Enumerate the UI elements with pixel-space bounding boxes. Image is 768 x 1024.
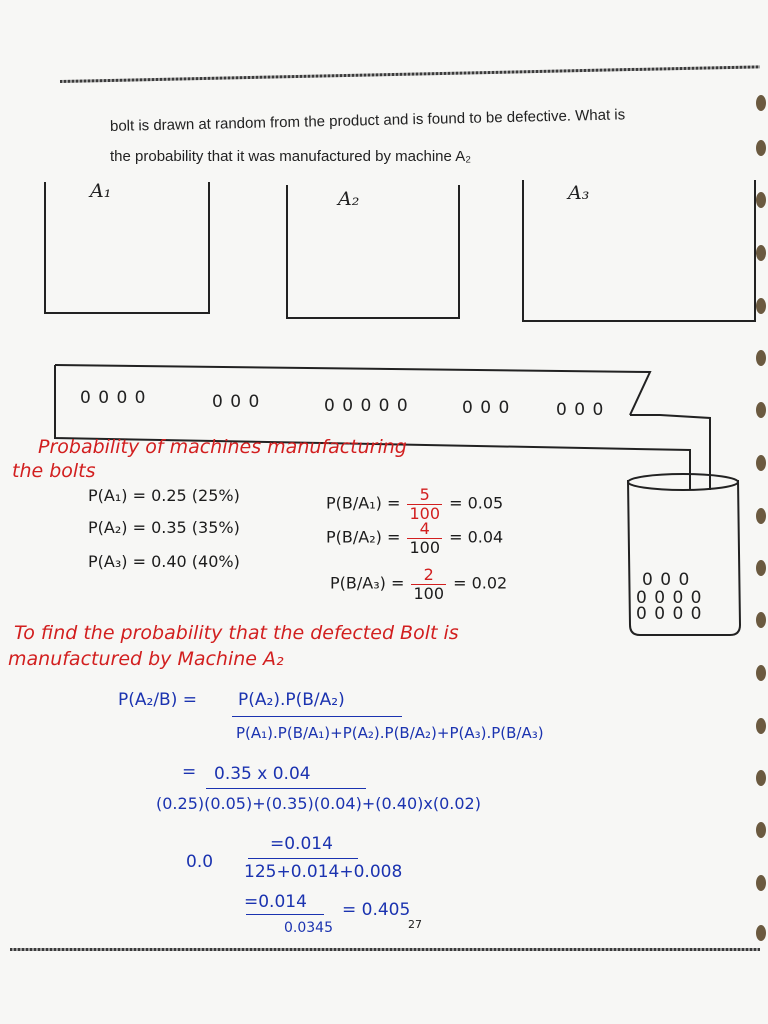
step3-result: = 0.405 — [342, 900, 411, 920]
conveyor-bolts-3: 0 0 0 0 0 — [324, 396, 409, 416]
prob-row-1-cond-label: P(B/A₁) = — [326, 493, 401, 513]
section1-heading-line2: the bolts — [12, 460, 96, 482]
conveyor-bolts-5: 0 0 0 — [556, 400, 605, 420]
bayes-numerator: P(A₂).P(B/A₂) — [238, 690, 345, 710]
section1-heading-line1: Probability of machines manufacturing — [38, 436, 407, 458]
prob-row-2-p: P(A₂) = 0.35 (35%) — [88, 518, 240, 537]
section2-heading-line1: To find the probability that the defected Bolt is — [14, 622, 459, 644]
bayes-fraction-bar — [232, 716, 402, 717]
step2-denominator: 125+0.014+0.008 — [244, 862, 403, 882]
machine-bin-2-label: A₂ — [338, 188, 360, 210]
step2-fraction-bar — [248, 858, 358, 859]
machine-bin-1-label: A₁ — [90, 180, 112, 202]
step2-prefix: 0.0 — [186, 852, 214, 872]
container-bolts-3: 0 0 0 0 — [636, 604, 703, 624]
prob-row-3-den: 100 — [413, 583, 444, 603]
prob-row-2-result: = 0.04 — [449, 527, 504, 547]
container-bolts-1: 0 0 0 — [642, 570, 691, 590]
prob-row-1-result: = 0.05 — [449, 493, 504, 513]
prob-row-2-den: 100 — [409, 537, 440, 557]
conveyor-bolts-1: 0 0 0 0 — [80, 388, 147, 408]
machine-bin-3-label: A₃ — [568, 182, 590, 204]
prob-row-3-result: = 0.02 — [453, 573, 508, 593]
step1-denominator: (0.25)(0.05)+(0.35)(0.04)+(0.40)x(0.02) — [156, 794, 481, 813]
step3-numerator: =0.014 — [244, 892, 307, 912]
prob-row-1-fraction — [407, 486, 442, 522]
step3-denominator: 0.0345 — [284, 920, 333, 936]
prob-row-2-cond — [326, 520, 503, 556]
prob-row-2-cond-label: P(B/A₂) = — [326, 527, 401, 547]
conveyor-bolts-4: 0 0 0 — [462, 398, 511, 418]
prob-row-1-p: P(A₁) = 0.25 (25%) — [88, 486, 240, 505]
container-bolts-2: 0 0 0 0 — [636, 588, 703, 608]
prob-row-1-cond — [326, 486, 503, 522]
conveyor-bolts-2: 0 0 0 — [212, 392, 261, 412]
step2-numerator: =0.014 — [270, 834, 333, 854]
bayes-denominator: P(A₁).P(B/A₁)+P(A₂).P(B/A₂)+P(A₃).P(B/A₃) — [236, 724, 544, 742]
step1-numerator: 0.35 x 0.04 — [214, 764, 311, 784]
prob-row-1-num: 5 — [407, 486, 442, 505]
prob-row-3-fraction — [411, 566, 446, 602]
bayes-lhs: P(A₂/B) = — [118, 690, 197, 710]
section2-heading-line2: manufactured by Machine A₂ — [8, 648, 284, 670]
prob-row-2-fraction — [407, 520, 442, 556]
prob-row-1-den: 100 — [409, 503, 440, 523]
prob-row-3-p: P(A₃) = 0.40 (40%) — [88, 552, 240, 571]
step1-equals: = — [182, 762, 197, 782]
prob-row-3-num: 2 — [411, 566, 446, 585]
step1-fraction-bar — [206, 788, 366, 789]
step3-fraction-bar — [246, 914, 324, 915]
prob-row-2-num: 4 — [407, 520, 442, 539]
prob-row-3-cond-label: P(B/A₃) = — [330, 573, 405, 593]
question-line-1: bolt is drawn at random from the product and is found to be defective. What is — [109, 106, 626, 135]
question-line-2: the probability that it was manufactured by machine A₂ — [110, 148, 472, 165]
page-number: 27 — [408, 918, 422, 931]
prob-row-3-cond — [330, 566, 507, 602]
